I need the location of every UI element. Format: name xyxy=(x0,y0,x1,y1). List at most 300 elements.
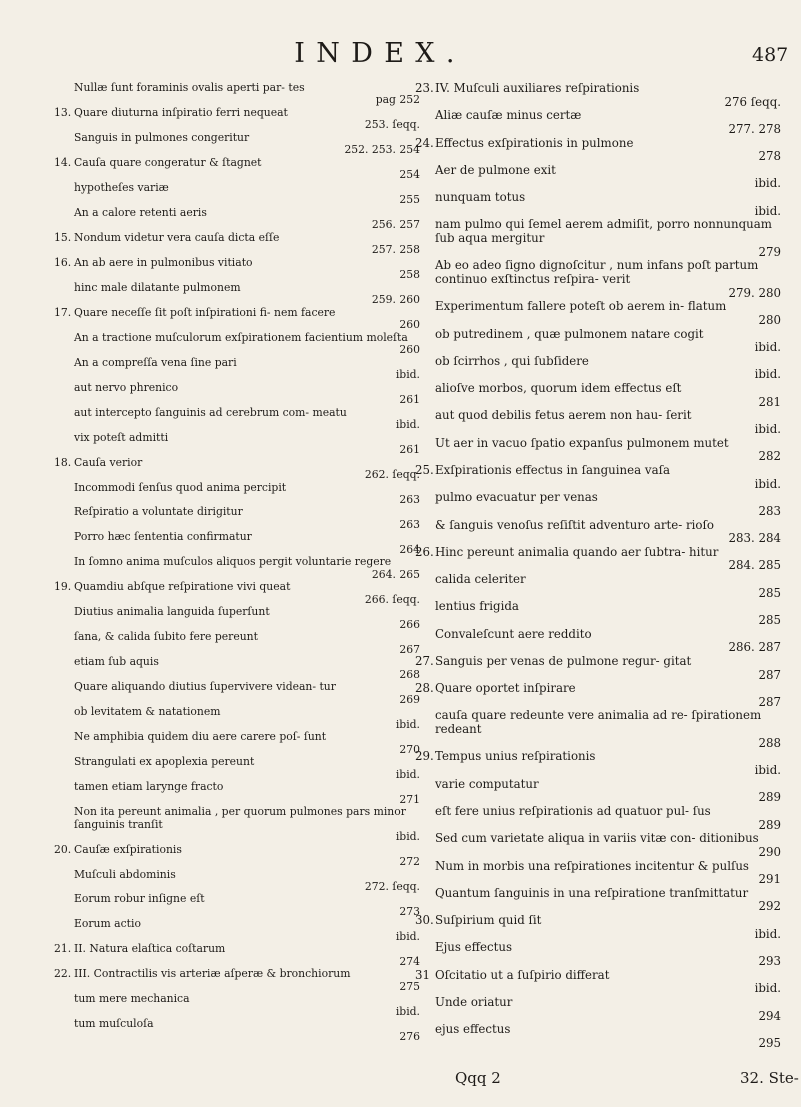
entry-text-row xyxy=(415,573,781,587)
entry-page-refs: 260 xyxy=(399,343,420,357)
entry-page-refs: 294 xyxy=(758,1008,781,1023)
index-entry xyxy=(54,307,420,332)
entry-text: Nullæ ſunt foraminis ovalis aperti par- tes xyxy=(74,81,305,94)
entry-text: An a calore retenti aeris xyxy=(74,205,207,219)
entry-page-refs: ibid. xyxy=(754,340,781,355)
entry-text: Diutius animalia languida ſuperſunt xyxy=(74,605,270,619)
entry-text: Sed cum varietate aliqua in variis vitæ con- ditionibus xyxy=(435,831,759,846)
entry-text: hinc male dilatante pulmonem xyxy=(74,280,241,294)
entry-page-refs: 272 xyxy=(399,855,420,869)
index-entry xyxy=(54,182,420,207)
index-entry xyxy=(54,631,420,656)
index-entry xyxy=(54,606,420,631)
entry-page-refs: 271 xyxy=(399,792,420,806)
entry-text-row xyxy=(415,491,781,505)
entry-page-refs: 261 xyxy=(399,393,420,407)
entry-text-row xyxy=(415,546,781,560)
entry-page-refs: 293 xyxy=(758,954,781,968)
running-header xyxy=(0,38,801,78)
entry-page-refs: ibid. xyxy=(754,203,781,218)
index-entry xyxy=(415,259,781,300)
entry-page-refs: 288 xyxy=(758,735,781,750)
entry-text-row xyxy=(54,432,420,444)
entry-page-refs: 287 xyxy=(758,667,781,682)
entry-text-row xyxy=(54,107,420,119)
entry-number: 29. xyxy=(415,749,434,764)
index-entry xyxy=(415,409,781,436)
entry-page-refs: ibid. xyxy=(395,1004,420,1018)
entry-text-row xyxy=(415,778,781,792)
entry-text-row xyxy=(54,482,420,494)
entry-number: 24. xyxy=(415,135,434,150)
entry-page-refs: 272. ſeqq. xyxy=(364,880,420,893)
entry-number: 21. xyxy=(54,942,72,956)
entry-text: lentius frigida xyxy=(435,599,519,614)
entry-text: nunquam totus xyxy=(435,190,526,205)
entry-text-row xyxy=(54,844,420,856)
entry-text: Reſpiratio a voluntate dirigitur xyxy=(74,505,243,519)
entry-text-row xyxy=(54,1018,420,1030)
entry-text: ob ſcirrhos , qui ſubſidere xyxy=(435,353,589,368)
entry-number: 25. xyxy=(415,462,434,477)
index-entry xyxy=(54,869,420,894)
index-entry xyxy=(54,482,420,507)
entry-text: Nondum videtur vera cauſa dicta eſſe xyxy=(74,230,280,244)
index-column-left xyxy=(54,82,420,1043)
entry-text-row xyxy=(415,109,781,123)
entry-number: 16. xyxy=(54,255,72,269)
index-entry xyxy=(415,914,781,941)
entry-text: Eorum robur inſigne eſt xyxy=(74,892,205,906)
entry-page-refs: 285 xyxy=(758,585,781,600)
entry-text-row xyxy=(415,164,781,178)
entry-text-row xyxy=(54,756,420,768)
entry-text-row xyxy=(415,628,781,642)
entry-text-row xyxy=(415,750,781,764)
entry-page-refs: ibid. xyxy=(395,368,420,382)
entry-text: Ab eo adeo ſigno dignoſcitur , num infans poſt partum continuo exſtinctus reſpira- verit xyxy=(435,258,759,286)
index-entry xyxy=(54,556,420,581)
entry-page-refs: ibid. xyxy=(395,929,420,943)
entry-text: Aliæ cauſæ minus certæ xyxy=(435,108,582,123)
entry-page-refs: 281 xyxy=(758,394,781,409)
entry-text: varie computatur xyxy=(435,776,539,791)
entry-text-row xyxy=(415,655,781,669)
entry-text-row xyxy=(415,519,781,533)
entry-text: Convaleſcunt aere reddito xyxy=(435,626,592,641)
index-entry xyxy=(415,805,781,832)
index-entry xyxy=(415,1023,781,1050)
entry-text: An a tractione muſculorum exſpirationem facientium moleſta xyxy=(74,330,408,344)
entry-page-refs: 283. 284 xyxy=(728,531,781,546)
index-entry xyxy=(54,656,420,681)
entry-text: ejus effectus xyxy=(435,1022,511,1037)
entry-text-row xyxy=(415,137,781,151)
index-entry xyxy=(54,943,420,968)
index-entry xyxy=(54,457,420,482)
entry-page-refs: 256. 257 xyxy=(371,218,420,232)
entry-page-refs: 286. 287 xyxy=(728,640,781,655)
index-entry xyxy=(415,437,781,464)
entry-text: Quare diuturna inſpiratio ferri nequeat xyxy=(74,105,288,119)
entry-text-row xyxy=(415,300,781,314)
entry-text: alioſve morbos, quorum idem effectus eſt xyxy=(435,381,682,396)
entry-number: 13. xyxy=(54,105,72,119)
entry-page-refs: 269 xyxy=(399,692,420,706)
entry-number: 20. xyxy=(54,842,72,856)
entry-text: Unde oriatur xyxy=(435,994,513,1009)
index-entry xyxy=(415,628,781,655)
running-title: INDEX. xyxy=(294,38,466,69)
index-entry xyxy=(415,164,781,191)
index-entry xyxy=(415,137,781,164)
entry-page-refs: 252. 253. 254 xyxy=(344,143,420,157)
entry-text: aut intercepto ſanguinis ad cerebrum com- meatu xyxy=(74,405,347,419)
entry-text-row xyxy=(415,887,781,901)
entry-page-refs: 266. ſeqq. xyxy=(364,592,420,606)
entry-text: Sanguis per venas de pulmone regur- gitat xyxy=(435,653,692,668)
index-entry xyxy=(54,756,420,781)
entry-text: An ab aere in pulmonibus vitiato xyxy=(74,255,253,269)
entry-text-row xyxy=(415,832,781,846)
entry-text-row xyxy=(54,407,420,419)
entry-text-row xyxy=(415,464,781,478)
entry-page-refs: 287 xyxy=(758,694,781,709)
entry-text-row xyxy=(54,382,420,394)
entry-text: Strangulati ex apoplexia pereunt xyxy=(74,755,255,769)
index-entry xyxy=(54,844,420,869)
entry-text: Quare aliquando diutius ſupervivere videan- tur xyxy=(74,680,336,694)
entry-text: Cauſa quare congeratur & ſtagnet xyxy=(74,155,262,169)
entry-page-refs: 275 xyxy=(399,979,420,993)
entry-text: ſana, & calida ſubito fere pereunt xyxy=(74,630,258,644)
entry-text: aut nervo phrenico xyxy=(74,380,179,394)
entry-text-row xyxy=(415,259,781,286)
entry-text-row xyxy=(54,157,420,169)
index-entry xyxy=(54,1018,420,1043)
entry-text: tum mere mechanica xyxy=(74,992,190,1006)
entry-number: 30. xyxy=(415,913,434,928)
entry-page-refs: 289 xyxy=(758,817,781,832)
entry-page-refs: 253. ſeqq. xyxy=(364,118,420,132)
entry-text-row xyxy=(54,631,420,643)
entry-text-row xyxy=(54,506,420,518)
entry-text: Ejus effectus xyxy=(435,940,513,955)
index-entry xyxy=(54,506,420,531)
entry-text: Num in morbis una reſpirationes incitentur & pulſus xyxy=(435,858,749,873)
entry-page-refs: 273 xyxy=(399,904,420,918)
entry-text-row xyxy=(415,328,781,342)
entry-text-row xyxy=(54,232,420,244)
entry-text-row xyxy=(54,993,420,1005)
entry-page-refs: 264. 265 xyxy=(371,567,420,581)
entry-text-row xyxy=(54,681,420,693)
index-entry xyxy=(415,969,781,996)
entry-text: & ſanguis venoſus reſiſtit adventuro arte- rioſo xyxy=(435,517,714,532)
entry-text: Cauſæ exſpirationis xyxy=(74,842,182,856)
entry-page-refs: 277. 278 xyxy=(728,121,781,136)
entry-page-refs: ibid. xyxy=(754,422,781,437)
entry-text: aut quod debilis fetus aerem non hau- ſerit xyxy=(435,408,692,423)
index-entry xyxy=(415,750,781,777)
entry-page-refs: 254 xyxy=(399,168,420,182)
entry-text: Non ita pereunt animalia , per quorum pulmones pars minor ſanguinis tranſit xyxy=(74,805,406,831)
entry-text-row xyxy=(415,805,781,819)
entry-text: cauſa quare redeunte vere animalia ad re- ſpirationem redeant xyxy=(435,708,762,737)
entry-text-row xyxy=(415,600,781,614)
entry-number: 28. xyxy=(415,681,434,696)
entry-text-row xyxy=(54,806,420,831)
index-entry xyxy=(54,581,420,606)
entry-text: Muſculi abdominis xyxy=(74,867,176,881)
index-entry xyxy=(54,257,420,282)
index-entry xyxy=(54,432,420,457)
entry-page-refs: 274 xyxy=(399,954,420,968)
entry-text-row xyxy=(54,357,420,369)
entry-text: calida celeriter xyxy=(435,572,526,587)
entry-page-refs: 295 xyxy=(758,1035,781,1050)
entry-page-refs: 264 xyxy=(399,542,420,556)
entry-page-refs: 260 xyxy=(399,318,420,332)
entry-text-row xyxy=(54,581,420,593)
entry-page-refs: 258 xyxy=(399,268,420,282)
entry-text-row xyxy=(54,257,420,269)
entry-page-refs: 282 xyxy=(758,449,781,464)
entry-text-row xyxy=(54,457,420,469)
index-entry xyxy=(415,546,781,573)
entry-page-refs: ibid. xyxy=(395,418,420,432)
entry-page-refs: 279. 280 xyxy=(728,285,781,300)
entry-page-refs: 255 xyxy=(399,193,420,207)
index-entry xyxy=(54,681,420,706)
entry-page-refs: ibid. xyxy=(754,926,781,941)
index-entry xyxy=(415,355,781,382)
index-entry xyxy=(415,491,781,518)
entry-text-row xyxy=(415,218,781,245)
entry-text: Porro hæc ſententia confirmatur xyxy=(74,530,252,544)
entry-text-row xyxy=(54,82,420,94)
entry-text: Quare neceſſe ſit poſt inſpirationi fi- nem facere xyxy=(74,305,336,319)
entry-page-refs: 262. ſeqq. xyxy=(364,468,420,482)
entry-text-row xyxy=(54,706,420,718)
entry-text: Hinc pereunt animalia quando aer ſubtra- hitur xyxy=(435,544,719,559)
entry-page-refs: ibid. xyxy=(395,717,420,731)
entry-text: ob levitatem & natationem xyxy=(74,705,221,719)
index-entry xyxy=(54,993,420,1018)
entry-page-refs: 280 xyxy=(758,312,781,327)
entry-text: Sanguis in pulmones congeritur xyxy=(74,130,250,144)
index-entry xyxy=(415,600,781,627)
entry-number: 31 xyxy=(415,967,431,982)
entry-number: 22. xyxy=(54,967,72,981)
index-entry xyxy=(415,464,781,491)
entry-text-row xyxy=(415,941,781,955)
entry-text: Effectus exſpirationis in pulmone xyxy=(435,135,634,150)
entry-text-row xyxy=(415,969,781,983)
entry-text-row xyxy=(54,606,420,618)
index-entry xyxy=(54,282,420,307)
index-entry xyxy=(54,407,420,432)
index-entry xyxy=(54,781,420,806)
entry-number: 17. xyxy=(54,305,72,319)
entry-text-row xyxy=(415,382,781,396)
index-entry xyxy=(54,82,420,107)
entry-text-row xyxy=(54,307,420,319)
entry-text-row xyxy=(415,191,781,205)
entry-text: Experimentum fallere poteſt ob aerem in- flatum xyxy=(435,299,727,314)
entry-page-refs: 266 xyxy=(399,617,420,631)
entry-text-row xyxy=(54,556,420,568)
entry-text: Suſpirium quid ſit xyxy=(435,913,542,928)
entry-page-refs: 291 xyxy=(758,872,781,887)
index-entry xyxy=(415,573,781,600)
entry-text: Exſpirationis effectus in ſanguinea vaſa xyxy=(435,462,671,477)
entry-page-refs: ibid. xyxy=(395,767,420,781)
entry-text-row xyxy=(415,437,781,451)
index-entry xyxy=(54,107,420,132)
entry-page-refs: 292 xyxy=(758,899,781,914)
entry-text: nam pulmo qui ſemel aerem admiſit, porro nonnunquam ſub aqua mergitur xyxy=(435,217,772,246)
entry-text-row xyxy=(54,282,420,294)
entry-text: pulmo evacuatur per venas xyxy=(435,490,598,505)
entry-page-refs: 261 xyxy=(399,443,420,457)
index-entry xyxy=(415,300,781,327)
entry-text: vix poteſt admitti xyxy=(74,430,169,444)
index-entry xyxy=(54,918,420,943)
entry-page-refs: 259. 260 xyxy=(371,293,420,307)
entry-text-row xyxy=(54,781,420,793)
index-entry xyxy=(415,519,781,546)
index-entry xyxy=(415,382,781,409)
entry-text: Aer de pulmone exit xyxy=(435,162,556,177)
entry-text: Incommodi ſenſus quod anima percipit xyxy=(74,480,287,494)
entry-text-row xyxy=(54,968,420,980)
entry-text: Oſcitatio ut a ſuſpirio differat xyxy=(435,967,610,982)
index-entry xyxy=(54,332,420,357)
index-entry xyxy=(54,132,420,157)
index-entry xyxy=(415,328,781,355)
entry-page-refs: 263 xyxy=(399,517,420,531)
entry-text: Cauſa verior xyxy=(74,455,143,469)
entry-text: Quantum ſanguinis in una reſpiratione tranſmittatur xyxy=(435,885,749,900)
entry-text-row xyxy=(54,656,420,668)
entry-page-refs: 289 xyxy=(758,790,781,805)
entry-text: Ne amphibia quidem diu aere carere poſ- ſunt xyxy=(74,730,327,744)
entry-number: 18. xyxy=(54,455,72,469)
index-entry xyxy=(415,655,781,682)
entry-text: Eorum actio xyxy=(74,917,141,931)
entry-text-row xyxy=(54,132,420,144)
entry-number: 23. xyxy=(415,81,434,95)
index-entry xyxy=(415,832,781,859)
entry-page-refs: 268 xyxy=(399,667,420,681)
entry-text-row xyxy=(415,409,781,423)
entry-text: An a compreſſa vena ſine pari xyxy=(74,355,237,369)
entry-text: tum muſculoſa xyxy=(74,1017,154,1031)
entry-page-refs: 263 xyxy=(399,492,420,506)
index-entry xyxy=(415,682,781,709)
entry-text: eſt fere unius reſpirationis ad quatuor pul- ſus xyxy=(435,803,711,818)
entry-text-row xyxy=(54,731,420,743)
index-entry xyxy=(415,887,781,914)
index-entry xyxy=(415,996,781,1023)
entry-text: III. Contractilis vis arteriæ aſperæ & bronchiorum xyxy=(74,967,351,981)
index-entry xyxy=(54,806,420,843)
entry-text-row xyxy=(415,1023,781,1037)
entry-text-row xyxy=(415,682,781,696)
entry-page-refs: 290 xyxy=(758,844,781,859)
entry-text: Quamdiu abſque reſpiratione vivi queat xyxy=(74,580,291,594)
entry-text-row xyxy=(54,182,420,194)
entry-text-row xyxy=(415,709,781,736)
entry-text-row xyxy=(54,943,420,955)
entry-text-row xyxy=(415,996,781,1010)
index-entry xyxy=(54,968,420,993)
entry-page-refs: 284. 285 xyxy=(728,558,781,573)
entry-text: ob putredinem , quæ pulmonem natare cogit xyxy=(435,326,704,341)
entry-page-refs: ibid. xyxy=(754,176,781,191)
index-column-right xyxy=(415,82,781,1050)
index-entry xyxy=(415,109,781,136)
entry-page-refs: pag 252 xyxy=(375,93,420,107)
entry-number: 19. xyxy=(54,580,72,594)
entry-page-refs: 270 xyxy=(399,742,420,756)
page-number: 487 xyxy=(752,44,789,66)
index-entry xyxy=(54,357,420,382)
entry-text-row xyxy=(415,82,781,96)
index-entry xyxy=(54,731,420,756)
entry-text-row xyxy=(415,914,781,928)
entry-page-refs: ibid. xyxy=(754,763,781,778)
index-entry xyxy=(54,382,420,407)
entry-page-refs: 276 ſeqq. xyxy=(724,94,781,109)
index-entry xyxy=(415,941,781,968)
index-entry xyxy=(415,82,781,109)
entry-page-refs: 283 xyxy=(758,503,781,518)
entry-page-refs: 276 xyxy=(399,1029,420,1043)
entry-text-row xyxy=(415,355,781,369)
entry-text: Tempus unius reſpirationis xyxy=(435,749,596,764)
index-entry xyxy=(415,218,781,259)
index-entry xyxy=(54,232,420,257)
entry-text: hypotheſes variæ xyxy=(74,180,169,194)
entry-page-refs: 257. 258 xyxy=(371,243,420,257)
entry-text: Ut aer in vacuo ſpatio expanſus pulmonem mutet xyxy=(435,435,729,450)
catchword: 32. Ste- xyxy=(740,1069,799,1087)
entry-page-refs: ibid. xyxy=(754,981,781,996)
entry-text-row xyxy=(54,531,420,543)
index-entry xyxy=(415,778,781,805)
entry-number: 26. xyxy=(415,544,434,559)
entry-text-row xyxy=(415,860,781,874)
index-entry xyxy=(54,207,420,232)
entry-text: II. Natura elaſtica coſtarum xyxy=(74,942,226,956)
entry-text: In ſomno anima muſculos aliquos pergit voluntarie regere xyxy=(74,555,392,569)
index-entry xyxy=(54,893,420,918)
entry-page-refs: 267 xyxy=(399,642,420,656)
entry-text: IV. Muſculi auxiliares reſpirationis xyxy=(435,81,640,95)
index-entry xyxy=(415,709,781,750)
entry-text: tamen etiam larynge fracto xyxy=(74,780,224,794)
signature-mark: Qqq 2 xyxy=(455,1069,501,1087)
entry-number: 14. xyxy=(54,155,72,169)
index-entry xyxy=(415,191,781,218)
entry-number: 27. xyxy=(415,653,434,668)
entry-text: etiam ſub aquis xyxy=(74,655,159,669)
index-entry xyxy=(415,860,781,887)
entry-number: 15. xyxy=(54,230,72,244)
index-entry xyxy=(54,706,420,731)
